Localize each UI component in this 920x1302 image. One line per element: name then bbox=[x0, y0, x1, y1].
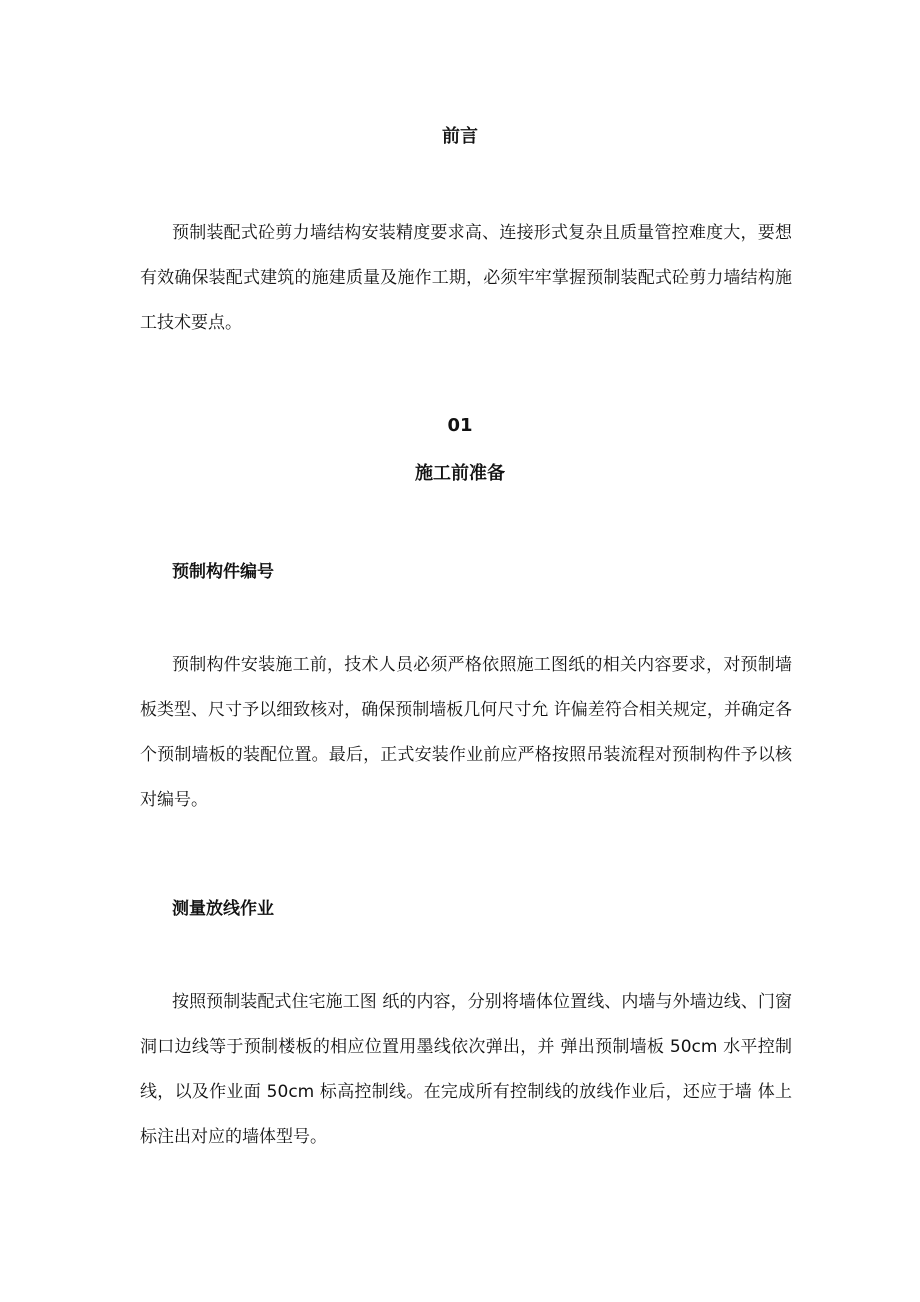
subsection-title-component-numbering: 预制构件编号 bbox=[172, 562, 274, 582]
subsection-paragraph-surveying: 按照预制装配式住宅施工图 纸的内容，分别将墙体位置线、内墙与外墙边线、门窗 洞口边线等于预制楼板的相应位置用墨线依次弹出，并 弹出预制墙板 50cm 水平控制线，以及作业面 50cm 标高控制线。在完成所有控制线的放线作业后，还应于墙 体上标注出对应的墙体型号。 bbox=[140, 992, 792, 1147]
section-title: 施工前准备 bbox=[415, 463, 505, 484]
section-number: 01 bbox=[447, 415, 473, 436]
subsection-title-surveying: 测量放线作业 bbox=[172, 899, 274, 919]
preface-title: 前言 bbox=[442, 126, 478, 147]
subsection-paragraph-component-numbering: 预制构件安装施工前，技术人员必须严格依照施工图纸的相关内容要求，对预制墙板类型、尺寸予以细致核对，确保预制墙板几何尺寸允 许偏差符合相关规定，并确定各个预制墙板的装配位置。最后，正式安装作业前应严格按照吊装流程对预制构件予以核对编号。 bbox=[140, 655, 792, 810]
preface-paragraph: 预制装配式砼剪力墙结构安装精度要求高、连接形式复杂且质量管控难度大，要想有效确保装配式建筑的施建质量及施作工期，必须牢牢掌握预制装配式砼剪力墙结构施工技术要点。 bbox=[140, 223, 792, 333]
